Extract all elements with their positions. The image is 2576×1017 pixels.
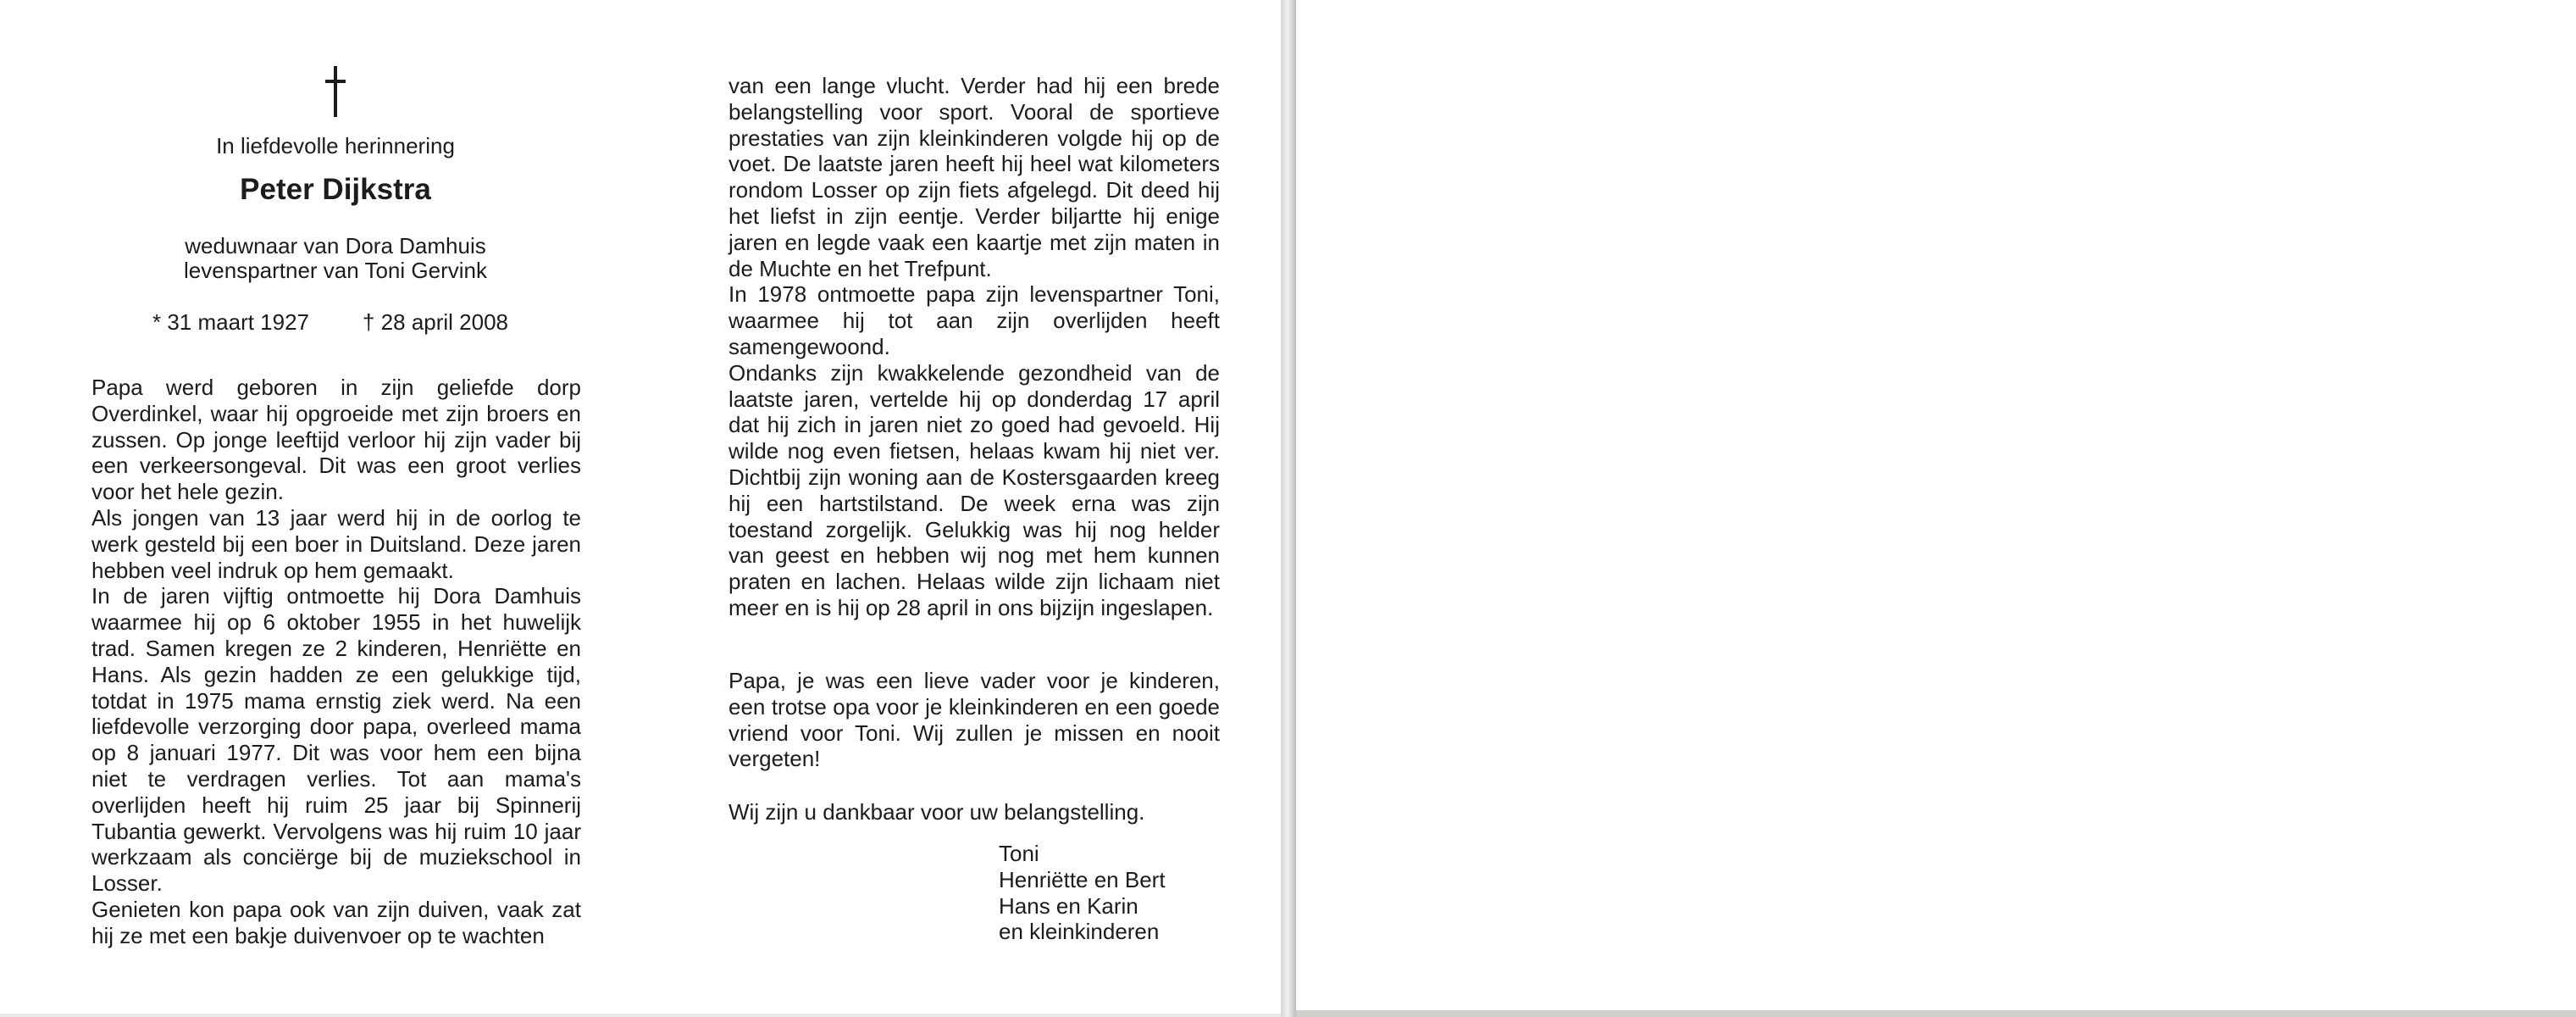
paragraph: Ondanks zijn kwakkelende gezondheid van de laatste jaren, vertelde hij op donderdag 17 april dat hij zich in jaren niet zo goed had gevoeld. Hij wilde nog even fietsen, helaas kwam hij niet ver. Dichtbij zijn woning aan de Kostersgaarden kreeg hij een hartstilstand. De week erna was zijn toestand zorgelijk. Gelukkig was hij nog helder van geest en hebben wij nog met hem kunnen praten en lachen. Helaas wilde zijn lichaam niet meer en is hij op 28 april in ons bijzijn ingeslapen.: [728, 359, 1220, 620]
biography-column-2: [728, 73, 1220, 621]
signature-line: Henriëtte en Bert: [999, 866, 1166, 892]
memorial-card-photo-page: [1296, 0, 2576, 1010]
thanks-text: Wij zijn u dankbaar voor uw belangstelling.: [728, 799, 1145, 825]
deceased-name: Peter Dijkstra: [240, 173, 431, 206]
biography-column-1: [91, 375, 581, 949]
birth-date: * 31 maart 1927: [152, 309, 310, 335]
paragraph: Papa werd geboren in zijn geliefde dorp Overdinkel, waar hij opgroeide met zijn broers en zussen. Op jonge leeftijd verloor hij zijn vader bij een verkeersongeval. Dit was een groot verlies voor het hele gezin.: [91, 375, 581, 505]
paragraph: Genieten kon papa ook van zijn duiven, vaak zat hij ze met een bakje duivenvoer op te wachten: [91, 896, 581, 948]
paragraph: In de jaren vijftig ontmoette hij Dora Damhuis waarmee hij op 6 oktober 1955 in het huwelijk trad. Samen kregen ze 2 kinderen, Henriëtte en Hans. Als gezin hadden ze een gelukkige tijd, totdat in 1975 mama ernstig ziek werd. Na een liefdevolle verzorging door papa, overleed mama op 8 januari 1977. Dit was voor hem een bijna niet te verdragen verlies. Tot aan mama's overlijden heeft hij ruim 25 jaar bij Spinnerij Tubantia gewerkt. Vervolgens was hij ruim 10 jaar werkzaam als conciërge bij de muziekschool in Losser.: [91, 583, 581, 897]
signature-line: en kleinkinderen: [999, 919, 1160, 945]
paragraph: van een lange vlucht. Verder had hij een brede belangstelling voor sport. Vooral de sportieve prestaties van zijn kleinkinderen volgde hij op de voet. De laatste jaren heeft hij heel wat kilometers rondom Losser op zijn fiets afgelegd. Dit deed hij het liefst in zijn eentje. Verder biljartte hij enige jaren en legde vaak een kaartje met zijn maten in de Muchte en het Trefpunt.: [728, 73, 1220, 281]
paragraph: In 1978 ontmoette papa zijn levenspartner Toni, waarmee hij tot aan zijn overlijden heeft samengewoond.: [728, 281, 1220, 359]
signatures: [999, 841, 1166, 945]
card-shadow-edge: [1296, 1010, 2576, 1017]
signature-line: Hans en Karin: [999, 892, 1138, 919]
paragraph: Als jongen van 13 jaar werd hij in de oorlog te werk gesteld bij een boer in Duitsland. Deze jaren hebben veel indruk op hem gemaakt.: [91, 504, 581, 583]
death-date: † 28 april 2008: [363, 309, 509, 335]
relation-line-2: levenspartner van Toni Gervink: [184, 258, 487, 283]
intro-text: In liefdevolle herinnering: [216, 133, 455, 158]
relation-line-1: weduwnaar van Dora Damhuis: [185, 233, 486, 258]
signature-line: Toni: [999, 841, 1039, 866]
cross-icon: [320, 66, 351, 124]
farewell-text: Papa, je was een lieve vader voor je kinderen, een trotse opa voor je kleinkinderen en een goede vriend voor Toni. Wij zullen je missen en nooit vergeten!: [728, 668, 1220, 772]
card-fold: [1281, 0, 1296, 1017]
memorial-card-inside: [0, 0, 1281, 1014]
